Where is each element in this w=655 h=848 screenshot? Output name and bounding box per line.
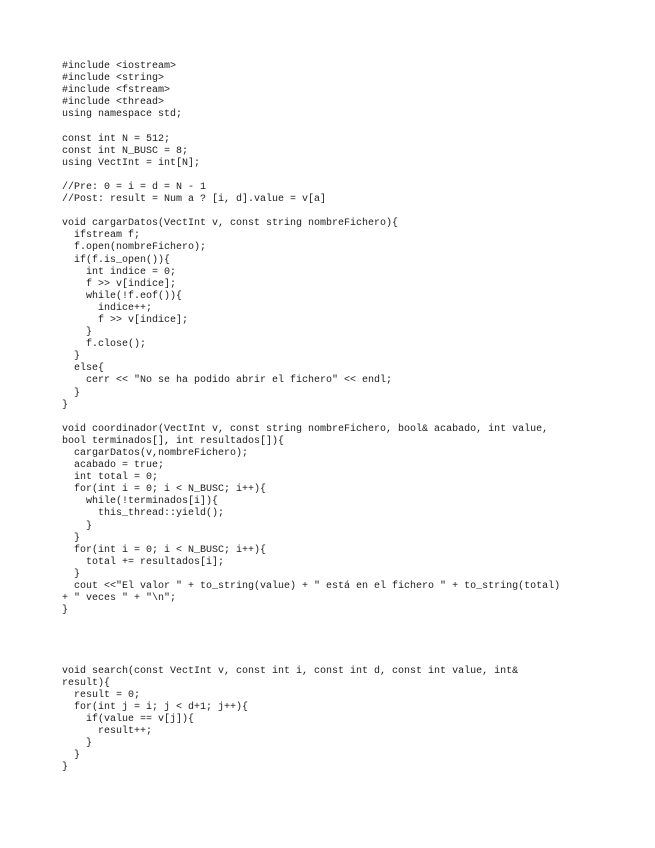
- code-line: while(!f.eof()){: [62, 290, 183, 302]
- code-line: const int N = 512;: [62, 133, 171, 145]
- code-line: #include <iostream>: [62, 61, 177, 72]
- code-line: }: [62, 327, 93, 339]
- code-line: void cargarDatos(VectInt v, const string nombreFichero){: [62, 218, 399, 230]
- code-line: //Pre: 0 = i = d = N - 1: [62, 181, 207, 193]
- code-line: indice++;: [62, 302, 153, 314]
- code-line: total += resultados[i];: [62, 556, 225, 568]
- code-line: for(int i = 0; i < N_BUSC; i++){: [62, 484, 267, 496]
- code-line: for(int j = i; j < d+1; j++){: [62, 701, 249, 713]
- code-line: int total = 0;: [62, 472, 159, 484]
- code-line: }: [62, 520, 93, 532]
- code-line: #include <thread>: [62, 97, 165, 109]
- code-line: }: [62, 568, 81, 580]
- code-line: f.close();: [62, 339, 147, 351]
- blank-line: [62, 121, 622, 133]
- blank-line: [62, 170, 622, 182]
- code-line: f >> v[indice];: [62, 278, 177, 290]
- code-line: cargarDatos(v,nombreFichero);: [62, 448, 249, 459]
- blank-line: [62, 617, 622, 629]
- code-line: + " veces " + "\n";: [62, 593, 177, 605]
- code-line: cout <<"El valor " + to_string(value) + " está en el fichero " + to_string(total): [62, 581, 561, 593]
- code-line: }: [62, 750, 81, 762]
- code-line: }: [62, 762, 69, 774]
- code-line: #include <string>: [62, 73, 165, 85]
- code-line: }: [62, 399, 69, 411]
- code-line: for(int i = 0; i < N_BUSC; i++){: [62, 544, 267, 556]
- code-line: cerr << "No se ha podido abrir el fichero" << endl;: [62, 375, 393, 387]
- code-line: using namespace std;: [62, 109, 183, 121]
- code-line: #include <fstream>: [62, 85, 171, 97]
- code-line: }: [62, 605, 69, 617]
- code-line: void coordinador(VectInt v, const string nombreFichero, bool& acabado, int value,: [62, 423, 549, 435]
- blank-line: [62, 642, 622, 654]
- code-listing: [62, 61, 622, 775]
- code-line: f.open(nombreFichero);: [62, 242, 207, 254]
- code-line: result){: [62, 677, 111, 689]
- code-line: }: [62, 532, 81, 544]
- code-line: if(f.is_open()){: [62, 254, 171, 266]
- code-line: while(!terminados[i]){: [62, 496, 219, 508]
- blank-line: [62, 206, 622, 218]
- code-line: }: [62, 738, 93, 750]
- code-line: result = 0;: [62, 689, 141, 701]
- blank-line: [62, 654, 622, 666]
- code-line: }: [62, 351, 81, 363]
- code-line: acabado = true;: [62, 460, 165, 472]
- code-line: f >> v[indice];: [62, 314, 189, 326]
- code-line: //Post: result = Num a ? [i, d].value = v[a]: [62, 194, 327, 206]
- code-line: const int N_BUSC = 8;: [62, 145, 189, 157]
- code-line: }: [62, 387, 81, 399]
- code-line: this_thread::yield();: [62, 508, 225, 520]
- code-line: ifstream f;: [62, 230, 141, 242]
- blank-line: [62, 629, 622, 641]
- code-line: if(value == v[j]){: [62, 714, 195, 726]
- blank-line: [62, 412, 622, 424]
- code-line: bool terminados[], int resultados[]){: [62, 435, 285, 447]
- code-line: result++;: [62, 726, 153, 738]
- code-line: void search(const VectInt v, const int i, const int d, const int value, int&: [62, 665, 519, 677]
- code-line: int indice = 0;: [62, 266, 177, 278]
- code-line: else{: [62, 363, 105, 375]
- code-line: using VectInt = int[N];: [62, 157, 201, 169]
